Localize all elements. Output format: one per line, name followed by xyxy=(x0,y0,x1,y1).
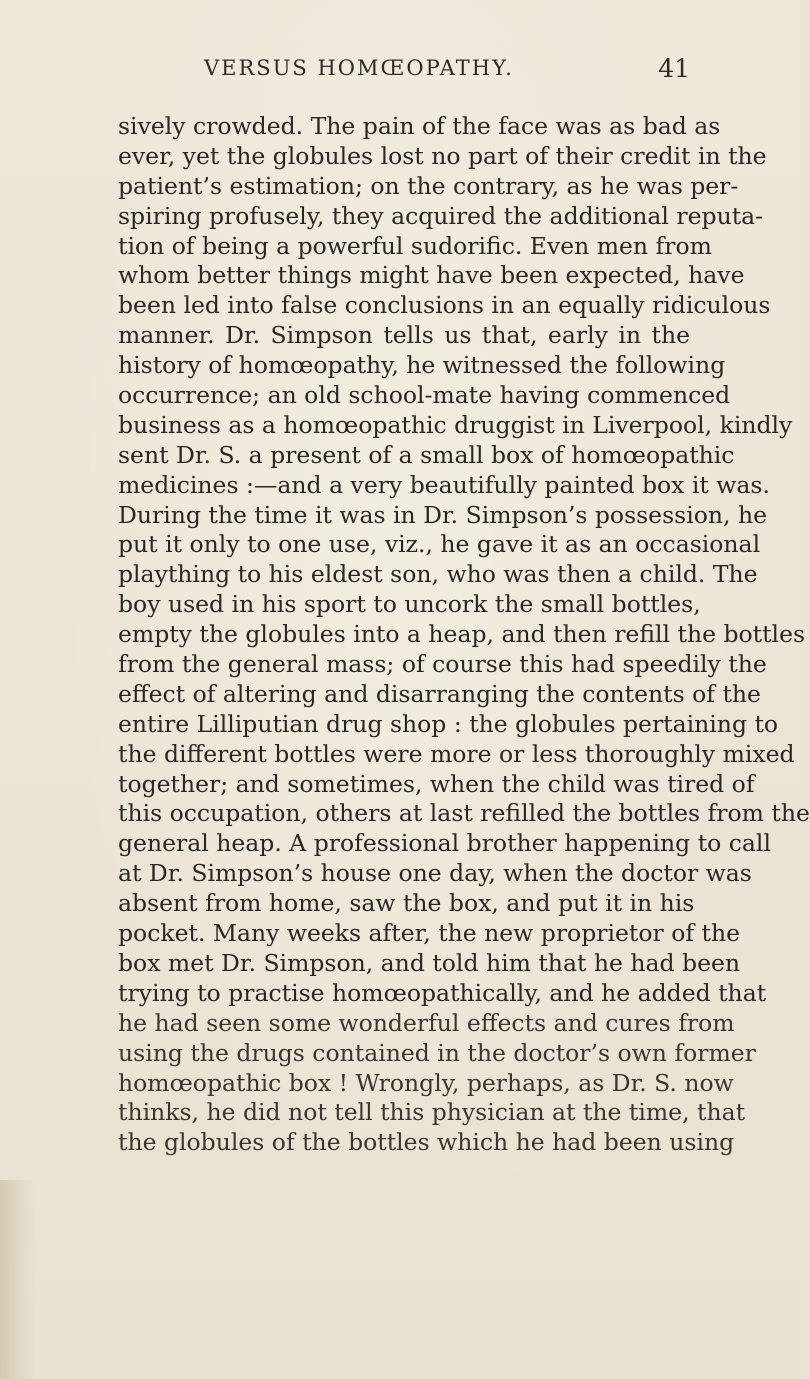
text-line: this occupation, others at last refilled the bottles from the xyxy=(118,799,810,828)
text-line: plaything to his eldest son, who was then a child. The xyxy=(118,560,758,589)
text-line: entire Lilliputian drug shop : the globules pertaining to xyxy=(118,709,779,738)
text-line: absent from home, saw the box, and put it in his xyxy=(118,889,695,918)
text-line: occurrence; an old school-mate having commenced xyxy=(118,381,731,410)
text-line: at Dr. Simpson’s house one day, when the doctor was xyxy=(118,859,752,888)
text-line: During the time it was in Dr. Simpson’s possession, he xyxy=(118,500,767,529)
body-text xyxy=(118,112,810,1158)
text-line: medicines :—and a very beautifully painted box it was. xyxy=(118,470,770,499)
text-line: sively crowded. The pain of the face was as bad as xyxy=(118,112,721,140)
text-line: he had seen some wonderful effects and cures from xyxy=(118,1008,735,1037)
text-line: effect of altering and disarranging the contents of the xyxy=(118,679,761,708)
text-line: whom better things might have been expected, have xyxy=(118,261,745,290)
text-line: using the drugs contained in the doctor’s own former xyxy=(118,1038,756,1067)
text-line: business as a homœopathic druggist in Liverpool, kindly xyxy=(118,410,793,439)
text-line: put it only to one use, viz., he gave it as an occasional xyxy=(118,530,761,559)
text-line: patient’s estimation; on the contrary, as he was per- xyxy=(118,171,739,200)
text-line: empty the globules into a heap, and then refill the bottles xyxy=(118,620,806,649)
text-line: tion of being a powerful sudorific. Even men from xyxy=(118,231,712,260)
page-number: 41 xyxy=(658,54,690,83)
text-line: trying to practise homœopathically, and he added that xyxy=(118,978,767,1007)
page-edge-shadow xyxy=(0,1180,36,1379)
text-line: general heap. A professional brother happening to call xyxy=(118,829,771,858)
text-line: together; and sometimes, when the child was tired of xyxy=(118,769,755,798)
text-line: ever, yet the globules lost no part of their credit in the xyxy=(118,141,767,170)
text-line: spiring profusely, they acquired the additional reputa- xyxy=(118,201,764,230)
text-line: homœopathic box ! Wrongly, perhaps, as Dr. S. now xyxy=(118,1068,734,1097)
text-line: thinks, he did not tell this physician at the time, that xyxy=(118,1098,746,1127)
running-head: VERSUS HOMŒOPATHY. xyxy=(204,56,514,80)
page-header xyxy=(118,56,690,96)
text-line: been led into false conclusions in an equally ridiculous xyxy=(118,291,771,320)
text-line: boy used in his sport to uncork the small bottles, xyxy=(118,590,701,619)
text-line: box met Dr. Simpson, and told him that he had been xyxy=(118,948,741,977)
text-line: from the general mass; of course this had speedily the xyxy=(118,650,767,679)
text-line: history of homœopathy, he witnessed the following xyxy=(118,351,726,380)
text-line: the different bottles were more or less thoroughly mixed xyxy=(118,739,795,768)
text-line: pocket. Many weeks after, the new proprietor of the xyxy=(118,919,740,948)
text-line: the globules of the bottles which he had been using xyxy=(118,1128,735,1157)
text-line: manner. Dr. Simpson tells us that, early in the xyxy=(118,321,690,350)
text-line: sent Dr. S. a present of a small box of homœopathic xyxy=(118,440,735,469)
